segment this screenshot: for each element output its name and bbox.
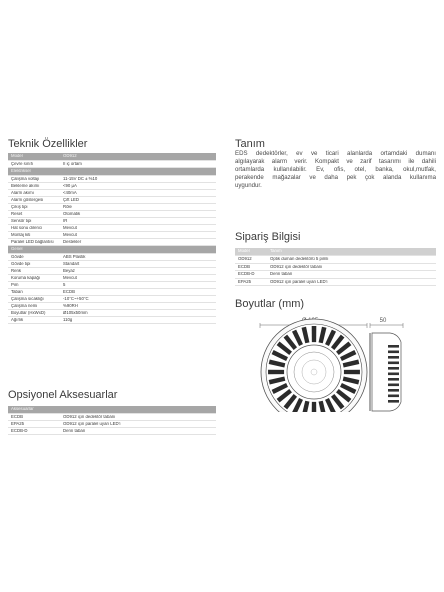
- cell-key: Aksesuarlar: [11, 407, 34, 412]
- side-fin: [388, 362, 399, 365]
- cell-key: Çalışma voltajı: [11, 176, 40, 181]
- table-row: [8, 204, 216, 211]
- cell-value: Derin taban: [63, 428, 86, 433]
- cell-value: Standart: [63, 261, 80, 266]
- description-title: Tanım: [235, 138, 265, 150]
- cell-key: Alarm akımı: [11, 190, 34, 195]
- table-row: [8, 421, 216, 428]
- side-fin: [388, 389, 399, 392]
- cell-key: Hat sonu direnci: [11, 225, 43, 230]
- vent-slot: [344, 370, 360, 375]
- cell-value: Derin taban: [270, 272, 293, 277]
- cell-key: Gövde: [11, 254, 24, 259]
- cell-key: OD912: [238, 257, 252, 262]
- description-line: ortamlarda kullanılabilir. Ev, ofis, otel, banka, okul,mutfak,: [235, 165, 436, 173]
- cell-value: Optik duman dedektörü 5 pimli: [270, 257, 329, 262]
- side-fin: [388, 400, 399, 403]
- cell-key: Ağırlık: [11, 317, 24, 322]
- table-row: [8, 289, 216, 296]
- side-fin: [388, 367, 399, 370]
- order-table: [235, 248, 436, 286]
- cell-value: Mevcut: [63, 275, 77, 280]
- height-label: 50: [379, 318, 387, 324]
- cell-key: ECDB: [11, 414, 23, 419]
- cell-value: OD912: [63, 154, 77, 159]
- table-row: [8, 254, 216, 261]
- table-row: [8, 296, 216, 303]
- cell-key: Boyutlar (HxWxD): [11, 310, 46, 315]
- cell-key: Genel: [11, 247, 23, 252]
- side-fin: [388, 356, 399, 359]
- order-header-row: [235, 248, 436, 256]
- cell-key: Koruma kapağı: [11, 275, 41, 280]
- table-row: [8, 317, 216, 324]
- cell-key: Gövde tipi: [11, 261, 31, 266]
- table-row: [8, 176, 216, 183]
- table-row: [8, 161, 216, 168]
- cell-value: II iç ortam: [63, 161, 82, 166]
- cell-value: OD912 için dedektör tabanı: [270, 264, 323, 269]
- cell-value: Röle: [63, 204, 72, 209]
- section-general: [8, 246, 216, 254]
- cell-key: Taban: [11, 289, 23, 294]
- cell-value: Tanım: [270, 249, 282, 254]
- side-fin: [388, 345, 399, 348]
- table-row: [235, 271, 436, 279]
- table-row: [8, 310, 216, 317]
- cell-key: Reset: [11, 211, 23, 216]
- table-row: [235, 279, 436, 287]
- cell-key: Model: [238, 249, 250, 254]
- spec-title: Teknik Özellikler: [8, 138, 88, 150]
- cell-key: Bekleme akımı: [11, 183, 40, 188]
- dimension-drawing: [230, 312, 440, 412]
- dimensions-title: Boyutlar (mm): [235, 298, 305, 310]
- cell-key: Pim: [11, 282, 19, 287]
- accessories-header-row: [8, 406, 216, 414]
- cell-value: <40mA: [63, 190, 77, 195]
- accessories-title: Opsiyonel Aksesuarlar: [8, 389, 118, 401]
- side-fin: [388, 395, 399, 398]
- description-text: [235, 150, 436, 190]
- cell-key: Elektriksel: [11, 169, 31, 174]
- spec-table: [8, 153, 216, 324]
- cell-value: OD912 için paralel uyarı LED'i: [270, 279, 328, 284]
- detector-side-view: [370, 333, 401, 411]
- side-fin: [388, 351, 399, 354]
- order-title: Sipariş Bilgisi: [235, 231, 301, 243]
- cell-value: ABS Plastik: [63, 254, 86, 259]
- spec-header-row: [8, 153, 216, 161]
- cell-value: Beyaz: [63, 268, 75, 273]
- table-row: [8, 275, 216, 282]
- cell-value: 5: [63, 282, 66, 287]
- cell-value: 110g: [63, 317, 73, 322]
- table-row: [8, 190, 216, 197]
- side-fin: [388, 373, 399, 376]
- table-row: [8, 261, 216, 268]
- cell-key: Çıkış tipi: [11, 204, 28, 209]
- description-line: EDS dedektörler, ev ve ticari alanlarda ortamdaki dumanı: [235, 150, 436, 157]
- cell-key: Renk: [11, 268, 22, 273]
- table-row: [8, 232, 216, 239]
- table-row: [8, 282, 216, 289]
- description-line: uygundur.: [235, 181, 262, 189]
- cell-key: Çalışma nemi: [11, 303, 38, 308]
- cell-value: -10°C~+50°C: [63, 296, 89, 301]
- cell-key: Montaj kiti: [11, 232, 31, 237]
- cell-value: Destekler: [63, 239, 82, 244]
- detector-front-view: [261, 319, 367, 412]
- cell-value: Çift LED: [63, 197, 79, 202]
- table-row: [8, 428, 216, 435]
- cell-value: <90 µA: [63, 183, 77, 188]
- side-fin: [388, 378, 399, 381]
- vent-slot: [268, 370, 284, 375]
- description-line: algılayarak alarm verir. Kompakt ve zarif tasarımı ile dahili: [235, 157, 436, 165]
- cell-key: EPA25: [238, 279, 252, 284]
- vent-slot: [312, 326, 317, 342]
- table-row: [8, 268, 216, 275]
- vent-slot: [312, 402, 317, 412]
- cell-value: 11-15V DC ± %10: [63, 176, 98, 181]
- cell-value: ECDB: [63, 289, 75, 294]
- table-row: [8, 183, 216, 190]
- cell-value: Mevcut: [63, 232, 77, 237]
- cell-key: EPA25: [11, 421, 25, 426]
- cell-value: Mevcut: [63, 225, 77, 230]
- cell-key: Çalışma sıcaklığı: [11, 296, 44, 301]
- cell-key: ECDB-D: [11, 428, 28, 433]
- cell-value: %90RH: [63, 303, 78, 308]
- table-row: [235, 264, 436, 272]
- cell-value: Otomatik: [63, 211, 81, 216]
- cell-value: OD912 için paralel uyarı LED'i: [63, 421, 121, 426]
- description-line: perakende mağazalar ve daha pek çok alanda kullanıma: [235, 173, 436, 181]
- cell-key: Sensör tipi: [11, 218, 32, 223]
- table-row: [8, 303, 216, 310]
- table-row: [235, 256, 436, 264]
- table-row: [8, 211, 216, 218]
- cell-key: Model: [11, 154, 23, 159]
- section-electrical: [8, 168, 216, 176]
- table-row: [8, 239, 216, 246]
- cell-value: Ø105x50mm: [63, 310, 88, 315]
- cell-key: ECDB: [238, 264, 250, 269]
- side-fin: [388, 384, 399, 387]
- cell-key: Çevre sınıfı: [11, 161, 33, 166]
- table-row: [8, 218, 216, 225]
- cell-key: ECDB-D: [238, 272, 255, 277]
- cell-value: OD912 için dedektör tabanı: [63, 414, 116, 419]
- cell-key: Paralel LED bağlantısı: [11, 239, 54, 244]
- table-row: [8, 225, 216, 232]
- accessories-table: [8, 406, 216, 435]
- table-row: [8, 414, 216, 421]
- table-row: [8, 197, 216, 204]
- cell-key: Alarm göstergesi: [11, 197, 44, 202]
- cell-value: IR: [63, 218, 68, 223]
